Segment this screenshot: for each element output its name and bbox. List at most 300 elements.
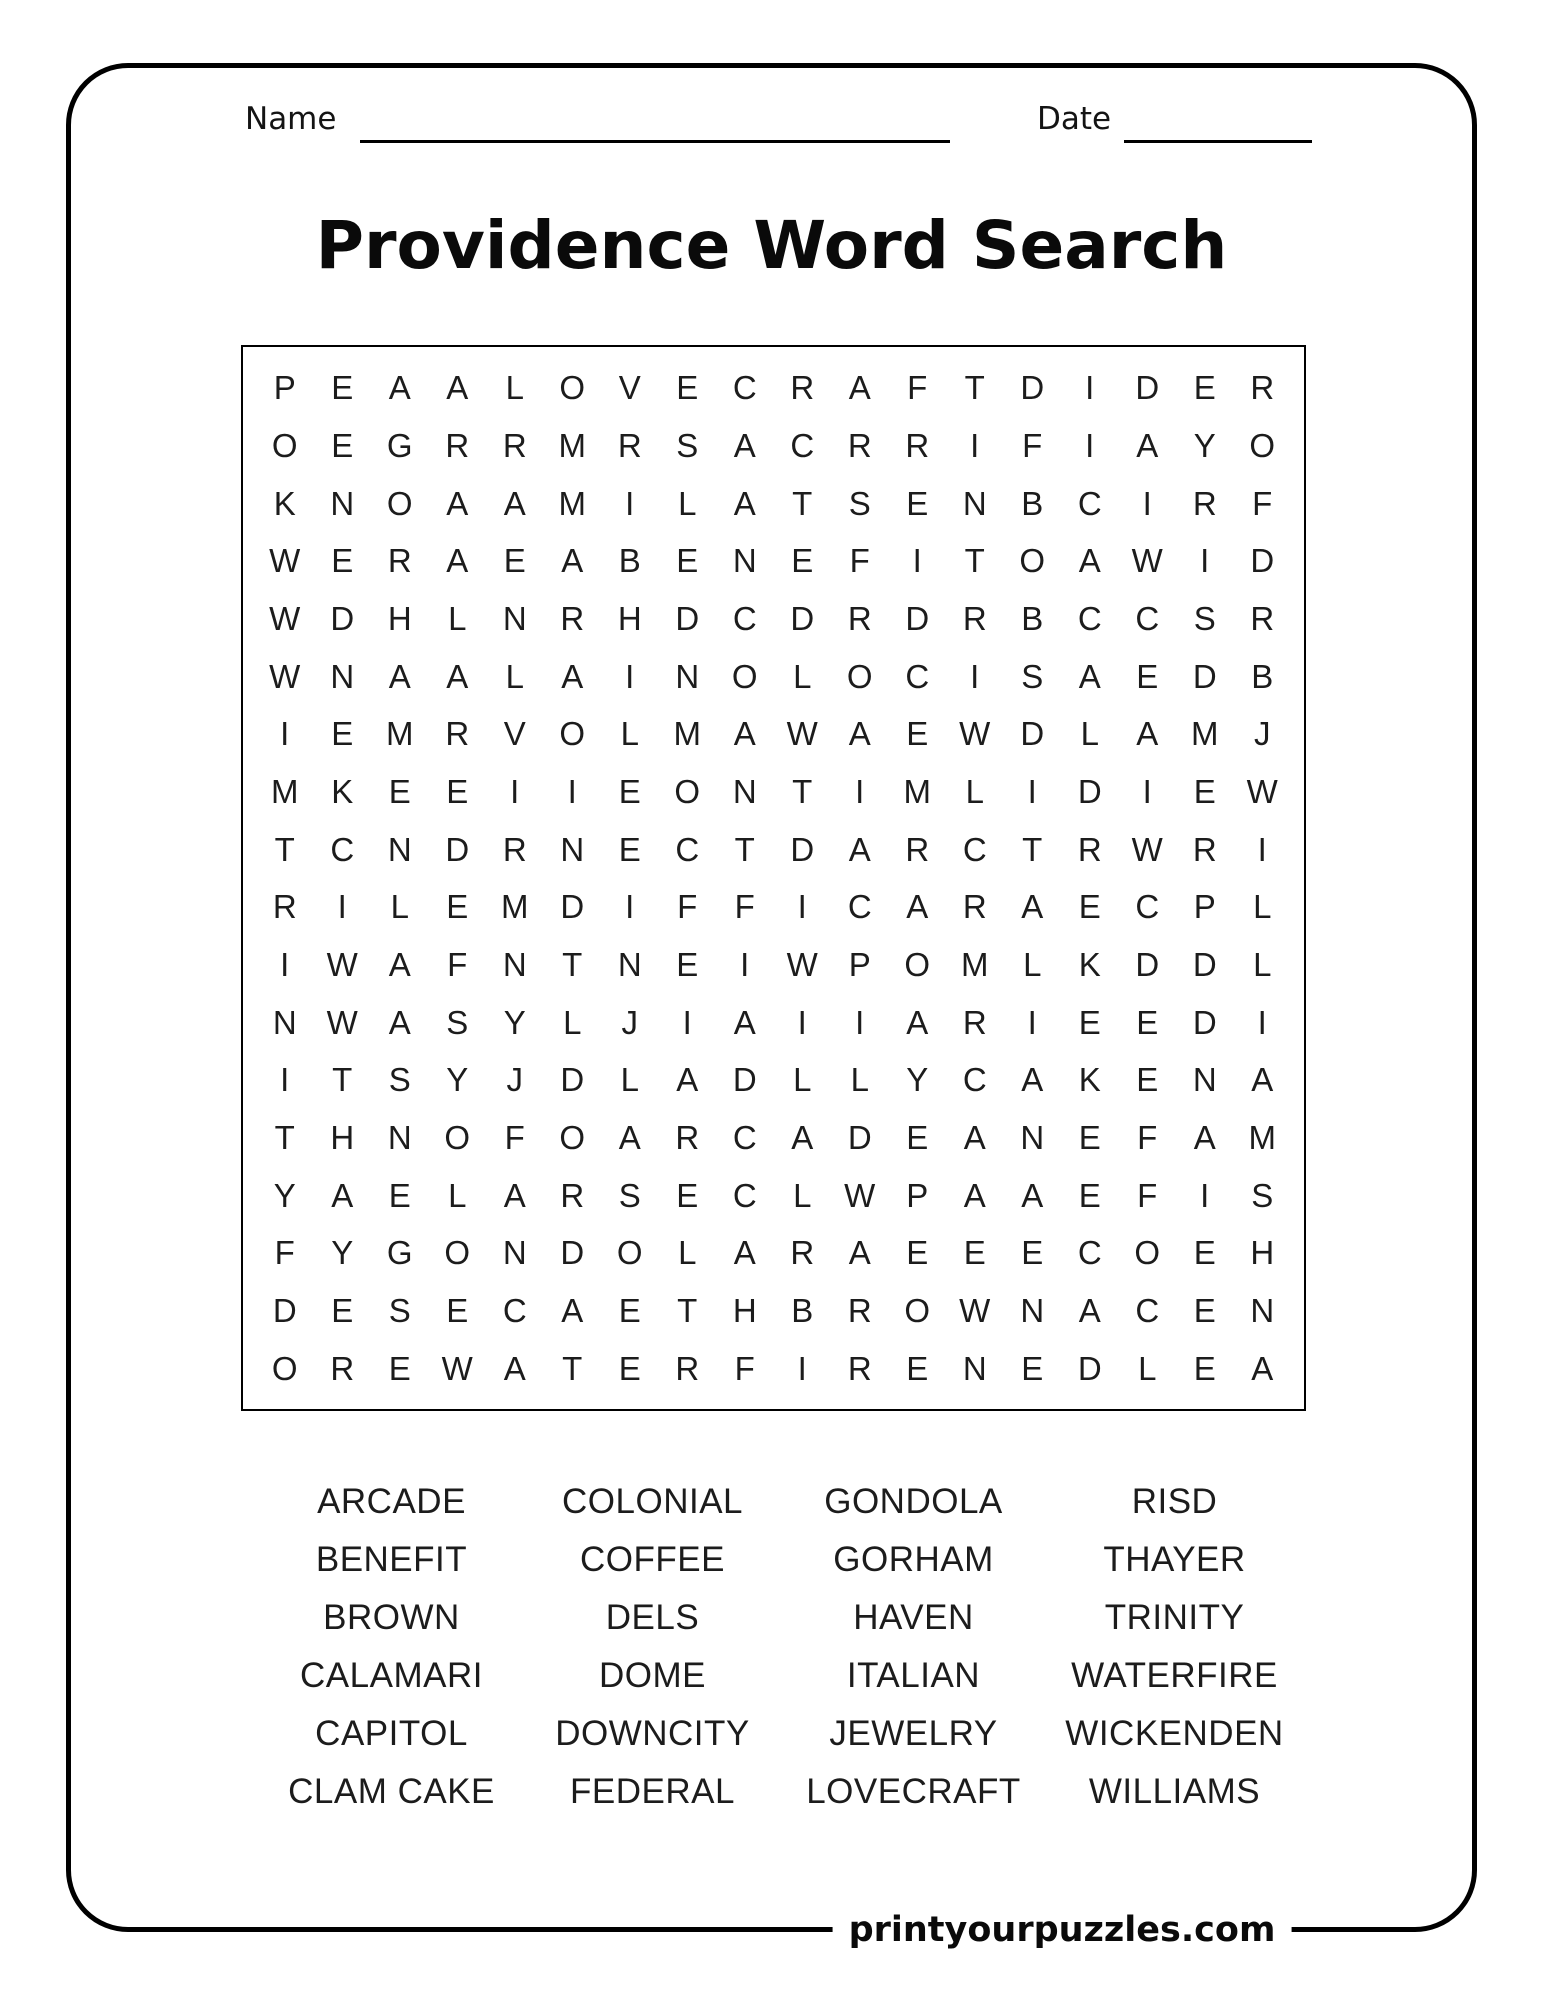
- grid-cell: L: [1080, 715, 1099, 753]
- grid-cell: L: [620, 1061, 639, 1099]
- grid-cell: S: [1193, 599, 1216, 637]
- grid-cell: W: [786, 715, 818, 753]
- grid-cell: K: [331, 772, 354, 810]
- grid-cell: W: [959, 1291, 991, 1329]
- grid-cell: W: [786, 945, 818, 983]
- grid-cell: E: [1078, 888, 1101, 926]
- grid-cell: I: [1200, 1176, 1210, 1214]
- grid-cell: N: [502, 945, 527, 983]
- grid-cell: E: [331, 426, 354, 464]
- grid-cell: D: [560, 1061, 585, 1099]
- grid-cell: O: [616, 1234, 643, 1272]
- grid-cell: L: [448, 599, 467, 637]
- grid-cell: R: [502, 426, 527, 464]
- grid-cell: L: [1023, 945, 1042, 983]
- grid-cell: R: [675, 1349, 700, 1387]
- word-item: GORHAM: [833, 1540, 994, 1579]
- grid-cell: A: [503, 1176, 526, 1214]
- grid-cell: B: [791, 1291, 814, 1329]
- grid-cell: E: [618, 772, 641, 810]
- grid-cell: W: [269, 657, 301, 695]
- grid-cell: F: [677, 888, 698, 926]
- grid-cell: L: [1253, 888, 1272, 926]
- grid-cell: A: [1021, 1176, 1044, 1214]
- grid-cell: E: [1136, 1061, 1159, 1099]
- grid-cell: L: [793, 657, 812, 695]
- grid-cell: N: [732, 772, 757, 810]
- grid-cell: I: [1200, 542, 1210, 580]
- grid-cell: Y: [1193, 426, 1216, 464]
- grid-cell: M: [673, 715, 701, 753]
- grid-cell: A: [503, 484, 526, 522]
- footer-site-link: printyourpuzzles.com: [833, 1910, 1292, 1950]
- grid-cell: A: [561, 1291, 584, 1329]
- grid-cell: A: [848, 830, 871, 868]
- grid-cell: I: [1257, 1003, 1267, 1041]
- word-item: DOWNCITY: [555, 1714, 750, 1753]
- grid-cell: H: [330, 1118, 355, 1156]
- word-item: CLAM CAKE: [288, 1772, 495, 1811]
- grid-cell: S: [1251, 1176, 1274, 1214]
- grid-cell: R: [445, 715, 470, 753]
- word-item: TRINITY: [1104, 1598, 1245, 1637]
- grid-cell: E: [906, 1118, 929, 1156]
- grid-cell: E: [1078, 1118, 1101, 1156]
- grid-cell: A: [388, 657, 411, 695]
- grid-cell: T: [562, 945, 583, 983]
- grid-cell: S: [618, 1176, 641, 1214]
- word-item: ITALIAN: [846, 1656, 981, 1695]
- grid-cell: Y: [906, 1061, 929, 1099]
- grid-cell: D: [272, 1291, 297, 1329]
- grid-cell: I: [1142, 772, 1152, 810]
- grid-cell: R: [962, 599, 987, 637]
- word-item: WILLIAMS: [1088, 1772, 1261, 1811]
- grid-cell: R: [502, 830, 527, 868]
- grid-cell: A: [618, 1118, 641, 1156]
- grid-cell: R: [617, 426, 642, 464]
- grid-cell: T: [274, 830, 295, 868]
- grid-cell: A: [1078, 542, 1101, 580]
- grid-cell: W: [326, 1003, 358, 1041]
- grid-cell: L: [505, 369, 524, 407]
- grid-cell: A: [848, 715, 871, 753]
- grid-cell: C: [1077, 599, 1102, 637]
- grid-cell: E: [676, 945, 699, 983]
- grid-cell: R: [1192, 484, 1217, 522]
- grid-cell: I: [1027, 1003, 1037, 1041]
- grid-cell: T: [332, 1061, 353, 1099]
- grid-cell: R: [790, 369, 815, 407]
- word-item: GONDOLA: [824, 1482, 1003, 1521]
- word-item: BENEFIT: [315, 1540, 468, 1579]
- grid-cell: C: [1077, 484, 1102, 522]
- grid-cell: O: [904, 945, 931, 983]
- grid-cell: J: [506, 1061, 523, 1099]
- grid-cell: I: [740, 945, 750, 983]
- grid-cell: K: [1078, 945, 1101, 983]
- grid-cell: I: [280, 1061, 290, 1099]
- grid-cell: M: [1191, 715, 1219, 753]
- grid-cell: D: [1135, 369, 1160, 407]
- grid-cell: A: [1136, 426, 1159, 464]
- grid-cell: L: [620, 715, 639, 753]
- grid-cell: V: [503, 715, 526, 753]
- grid-cell: R: [847, 599, 872, 637]
- grid-cell: N: [1192, 1061, 1217, 1099]
- grid-cell: A: [963, 1118, 986, 1156]
- grid-cell: D: [1077, 772, 1102, 810]
- grid-cell: H: [387, 599, 412, 637]
- grid-cell: L: [448, 1176, 467, 1214]
- grid-cell: D: [1020, 369, 1045, 407]
- grid-cell: E: [503, 542, 526, 580]
- grid-cell: A: [1193, 1118, 1216, 1156]
- grid-cell: O: [1249, 426, 1276, 464]
- grid-cell: N: [1020, 1118, 1045, 1156]
- grid-cell: V: [618, 369, 641, 407]
- grid-cell: A: [906, 888, 929, 926]
- grid-cell: W: [269, 542, 301, 580]
- grid-cell: M: [271, 772, 299, 810]
- grid-cell: B: [618, 542, 641, 580]
- word-item: CAPITOL: [315, 1714, 468, 1753]
- grid-cell: N: [962, 484, 987, 522]
- grid-cell: F: [1137, 1118, 1158, 1156]
- grid-cell: D: [790, 599, 815, 637]
- grid-cell: A: [446, 369, 469, 407]
- grid-cell: D: [445, 830, 470, 868]
- grid-cell: I: [1027, 772, 1037, 810]
- grid-cell: E: [618, 1349, 641, 1387]
- word-item: DOME: [599, 1656, 706, 1695]
- grid-cell: D: [1250, 542, 1275, 580]
- grid-cell: R: [272, 888, 297, 926]
- grid-cell: R: [675, 1118, 700, 1156]
- grid-cell: J: [1254, 715, 1271, 753]
- grid-cell: I: [280, 715, 290, 753]
- grid-cell: R: [560, 599, 585, 637]
- grid-cell: A: [561, 657, 584, 695]
- grid-cell: O: [1019, 542, 1046, 580]
- grid-cell: Y: [331, 1234, 354, 1272]
- grid-cell: N: [560, 830, 585, 868]
- name-blank-line: [360, 140, 950, 143]
- grid-cell: A: [848, 369, 871, 407]
- grid-cell: O: [559, 1118, 586, 1156]
- grid-cell: K: [1078, 1061, 1101, 1099]
- grid-cell: N: [675, 657, 700, 695]
- grid-cell: E: [1136, 657, 1159, 695]
- grid-cell: A: [791, 1118, 814, 1156]
- grid-cell: H: [617, 599, 642, 637]
- word-item: COLONIAL: [562, 1482, 743, 1521]
- grid-cell: R: [560, 1176, 585, 1214]
- grid-cell: W: [844, 1176, 876, 1214]
- grid-cell: N: [330, 657, 355, 695]
- grid-cell: T: [677, 1291, 698, 1329]
- grid-cell: W: [1131, 830, 1163, 868]
- grid-cell: C: [1135, 599, 1160, 637]
- grid-cell: L: [1138, 1349, 1157, 1387]
- word-item: FEDERAL: [570, 1772, 735, 1811]
- word-item: RISD: [1131, 1482, 1218, 1521]
- grid-cell: A: [733, 1234, 756, 1272]
- grid-cell: B: [1251, 657, 1274, 695]
- grid-cell: W: [269, 599, 301, 637]
- grid-cell: C: [330, 830, 355, 868]
- grid-cell: N: [732, 542, 757, 580]
- grid-cell: E: [331, 369, 354, 407]
- grid-cell: E: [1193, 1291, 1216, 1329]
- grid-cell: L: [678, 484, 697, 522]
- grid-cell: A: [848, 1234, 871, 1272]
- grid-cell: O: [271, 1349, 298, 1387]
- grid-cell: T: [1022, 830, 1043, 868]
- grid-cell: E: [676, 1176, 699, 1214]
- grid-cell: E: [1193, 1349, 1216, 1387]
- grid-cell: C: [790, 426, 815, 464]
- grid-cell: E: [1021, 1234, 1044, 1272]
- grid-cell: I: [625, 484, 635, 522]
- grid-cell: I: [855, 1003, 865, 1041]
- date-label: Date: [1037, 101, 1112, 137]
- grid-cell: P: [906, 1176, 929, 1214]
- grid-cell: E: [676, 369, 699, 407]
- grid-cell: E: [906, 715, 929, 753]
- grid-cell: L: [505, 657, 524, 695]
- grid-cell: R: [962, 1003, 987, 1041]
- grid-cell: I: [855, 772, 865, 810]
- grid-cell: T: [792, 484, 813, 522]
- grid-cell: I: [970, 426, 980, 464]
- word-item: COFFEE: [580, 1540, 725, 1579]
- grid-cell: O: [444, 1234, 471, 1272]
- word-item: DELS: [605, 1598, 700, 1637]
- grid-cell: D: [1135, 945, 1160, 983]
- grid-cell: P: [848, 945, 871, 983]
- grid-cell: O: [444, 1118, 471, 1156]
- grid-cell: Y: [446, 1061, 469, 1099]
- grid-cell: I: [625, 888, 635, 926]
- grid-cell: E: [791, 542, 814, 580]
- grid-cell: S: [388, 1291, 411, 1329]
- grid-cell: T: [964, 542, 985, 580]
- grid-cell: B: [1021, 484, 1044, 522]
- word-item: ARCADE: [317, 1482, 466, 1521]
- grid-cell: M: [1248, 1118, 1276, 1156]
- grid-cell: M: [961, 945, 989, 983]
- grid-cell: I: [797, 1349, 807, 1387]
- grid-cell: R: [847, 1349, 872, 1387]
- grid-cell: F: [447, 945, 468, 983]
- grid-cell: A: [1251, 1349, 1274, 1387]
- word-list: [261, 1473, 1305, 1821]
- grid-cell: N: [1250, 1291, 1275, 1329]
- grid-cell: I: [280, 945, 290, 983]
- grid-cell: A: [1136, 715, 1159, 753]
- grid-cell: E: [618, 830, 641, 868]
- grid-cell: A: [733, 1003, 756, 1041]
- grid-cell: A: [1078, 657, 1101, 695]
- grid-cell: E: [906, 484, 929, 522]
- grid-cell: O: [559, 715, 586, 753]
- grid-cell: E: [1193, 772, 1216, 810]
- grid-cell: I: [567, 772, 577, 810]
- grid-cell: Y: [273, 1176, 296, 1214]
- grid-cell: A: [503, 1349, 526, 1387]
- grid-cell: F: [274, 1234, 295, 1272]
- grid-cell: I: [912, 542, 922, 580]
- grid-cell: M: [903, 772, 931, 810]
- grid-cell: I: [1142, 484, 1152, 522]
- grid-cell: C: [732, 599, 757, 637]
- grid-cell: R: [790, 1234, 815, 1272]
- grid-cell: D: [1192, 657, 1217, 695]
- grid-cell: A: [331, 1176, 354, 1214]
- grid-cell: C: [675, 830, 700, 868]
- grid-cell: S: [676, 426, 699, 464]
- grid-cell: A: [1251, 1061, 1274, 1099]
- grid-cell: A: [446, 484, 469, 522]
- grid-cell: O: [904, 1291, 931, 1329]
- grid-cell: A: [388, 369, 411, 407]
- grid-cell: P: [273, 369, 296, 407]
- grid-cell: E: [1078, 1003, 1101, 1041]
- grid-cell: F: [504, 1118, 525, 1156]
- grid-cell: R: [387, 542, 412, 580]
- grid-cell: A: [733, 715, 756, 753]
- word-item: CALAMARI: [300, 1656, 483, 1695]
- grid-cell: E: [676, 542, 699, 580]
- grid-cell: D: [790, 830, 815, 868]
- word-search-grid: [241, 345, 1306, 1411]
- grid-cell: O: [271, 426, 298, 464]
- grid-cell: I: [337, 888, 347, 926]
- grid-cell: L: [678, 1234, 697, 1272]
- name-label: Name: [245, 101, 337, 137]
- grid-cell: A: [1078, 1291, 1101, 1329]
- grid-cell: T: [792, 772, 813, 810]
- grid-cell: E: [331, 1291, 354, 1329]
- grid-cell: M: [558, 426, 586, 464]
- grid-cell: W: [441, 1349, 473, 1387]
- grid-cell: F: [907, 369, 928, 407]
- grid-cell: S: [388, 1061, 411, 1099]
- grid-cell: T: [734, 830, 755, 868]
- grid-cell: D: [847, 1118, 872, 1156]
- grid-cell: F: [734, 1349, 755, 1387]
- word-item: BROWN: [323, 1598, 460, 1637]
- grid-cell: E: [1136, 1003, 1159, 1041]
- grid-cell: A: [963, 1176, 986, 1214]
- grid-cell: I: [1085, 369, 1095, 407]
- grid-cell: N: [1020, 1291, 1045, 1329]
- grid-cell: C: [1135, 1291, 1160, 1329]
- grid-cell: R: [1077, 830, 1102, 868]
- grid-cell: D: [905, 599, 930, 637]
- grid-cell: E: [446, 1291, 469, 1329]
- grid-cell: E: [618, 1291, 641, 1329]
- grid-cell: R: [1250, 369, 1275, 407]
- grid-cell: E: [1078, 1176, 1101, 1214]
- grid-cell: K: [273, 484, 296, 522]
- grid-cell: I: [970, 657, 980, 695]
- grid-cell: W: [959, 715, 991, 753]
- grid-cell: R: [445, 426, 470, 464]
- grid-cell: I: [797, 888, 807, 926]
- grid-cell: L: [965, 772, 984, 810]
- grid-cell: F: [1252, 484, 1273, 522]
- grid-cell: R: [905, 426, 930, 464]
- grid-cell: F: [1137, 1176, 1158, 1214]
- grid-cell: C: [1135, 888, 1160, 926]
- grid-cell: C: [962, 830, 987, 868]
- grid-cell: N: [502, 599, 527, 637]
- grid-cell: A: [561, 542, 584, 580]
- grid-cell: I: [1257, 830, 1267, 868]
- grid-cell: E: [331, 715, 354, 753]
- grid-cell: F: [1022, 426, 1043, 464]
- grid-cell: C: [732, 369, 757, 407]
- grid-cell: D: [1192, 945, 1217, 983]
- grid-cell: O: [846, 657, 873, 695]
- grid-cell: C: [847, 888, 872, 926]
- grid-cell: A: [446, 657, 469, 695]
- page-title: Providence Word Search: [315, 207, 1228, 284]
- grid-cell: R: [962, 888, 987, 926]
- grid-cell: I: [682, 1003, 692, 1041]
- grid-cell: L: [390, 888, 409, 926]
- grid-cell: C: [905, 657, 930, 695]
- grid-cell: E: [963, 1234, 986, 1272]
- grid-cell: F: [849, 542, 870, 580]
- grid-cell: N: [617, 945, 642, 983]
- grid-cell: R: [1250, 599, 1275, 637]
- grid-cell: A: [733, 426, 756, 464]
- grid-cell: C: [962, 1061, 987, 1099]
- grid-cell: D: [732, 1061, 757, 1099]
- grid-cell: C: [732, 1118, 757, 1156]
- grid-cell: F: [734, 888, 755, 926]
- grid-cell: E: [446, 772, 469, 810]
- grid-cell: M: [501, 888, 529, 926]
- grid-cell: I: [797, 1003, 807, 1041]
- grid-cell: O: [674, 772, 701, 810]
- grid-cell: B: [1021, 599, 1044, 637]
- grid-cell: A: [388, 1003, 411, 1041]
- grid-cell: L: [850, 1061, 869, 1099]
- grid-cell: G: [386, 426, 413, 464]
- grid-cell: E: [388, 1176, 411, 1214]
- grid-cell: P: [1193, 888, 1216, 926]
- grid-cell: C: [502, 1291, 527, 1329]
- grid-cell: D: [560, 888, 585, 926]
- grid-cell: I: [1085, 426, 1095, 464]
- grid-cell: H: [732, 1291, 757, 1329]
- grid-cell: D: [1192, 1003, 1217, 1041]
- grid-cell: D: [675, 599, 700, 637]
- grid-cell: M: [558, 484, 586, 522]
- grid-cell: A: [1021, 888, 1044, 926]
- grid-cell: W: [1131, 542, 1163, 580]
- grid-cell: O: [386, 484, 413, 522]
- word-item: THAYER: [1103, 1540, 1246, 1579]
- grid-cell: D: [1020, 715, 1045, 753]
- grid-cell: A: [446, 542, 469, 580]
- grid-cell: N: [387, 1118, 412, 1156]
- grid-cell: T: [274, 1118, 295, 1156]
